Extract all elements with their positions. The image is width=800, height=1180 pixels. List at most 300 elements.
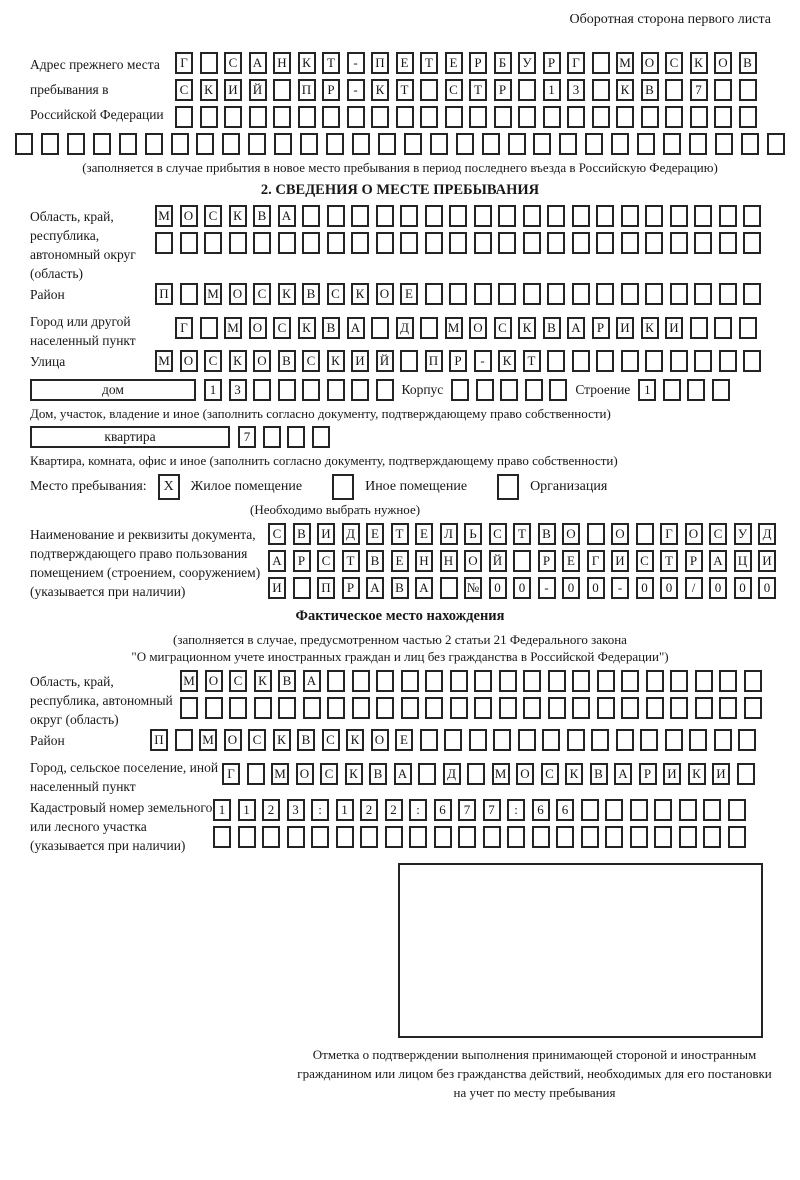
checkbox-zhiloe[interactable]: X [158,474,180,500]
char-cell[interactable] [523,697,541,719]
char-cell[interactable] [605,826,623,848]
char-cell[interactable] [690,106,708,128]
char-cell[interactable] [385,826,403,848]
char-cell[interactable]: О [180,350,198,372]
char-cell[interactable] [596,205,614,227]
char-cell[interactable] [572,670,590,692]
char-cell[interactable] [646,697,664,719]
char-cell[interactable] [744,697,762,719]
char-cell[interactable] [518,106,536,128]
char-cell[interactable] [425,205,443,227]
char-cell[interactable] [336,826,354,848]
char-cell[interactable] [694,283,712,305]
char-cell[interactable]: К [229,205,247,227]
char-cell[interactable] [665,106,683,128]
char-cell[interactable]: В [369,763,387,785]
char-cell[interactable]: И [611,550,629,572]
char-cell[interactable]: К [641,317,659,339]
char-cell[interactable]: П [425,350,443,372]
char-cell[interactable] [621,697,639,719]
char-cell[interactable] [597,670,615,692]
char-cell[interactable]: К [254,670,272,692]
char-cell[interactable]: О [249,317,267,339]
char-cell[interactable] [572,283,590,305]
char-cell[interactable]: Е [366,523,384,545]
char-cell[interactable] [404,133,422,155]
char-cell[interactable] [67,133,85,155]
char-cell[interactable] [694,205,712,227]
char-cell[interactable]: С [489,523,507,545]
char-cell[interactable]: Д [342,523,360,545]
char-cell[interactable]: Ь [464,523,482,545]
char-cell[interactable]: П [371,52,389,74]
char-cell[interactable]: Р [494,79,512,101]
char-cell[interactable]: Р [342,577,360,599]
char-cell[interactable]: В [253,205,271,227]
checkbox-inoe[interactable] [332,474,354,500]
char-cell[interactable]: 2 [360,799,378,821]
char-cell[interactable] [663,133,681,155]
char-cell[interactable] [224,106,242,128]
char-cell[interactable] [474,232,492,254]
char-cell[interactable] [409,826,427,848]
char-cell[interactable]: 7 [690,79,708,101]
char-cell[interactable] [449,232,467,254]
char-cell[interactable] [621,283,639,305]
char-cell[interactable] [171,133,189,155]
char-cell[interactable] [621,232,639,254]
char-cell[interactable] [712,379,730,401]
char-cell[interactable] [249,106,267,128]
char-cell[interactable] [714,79,732,101]
char-cell[interactable]: Р [538,550,556,572]
char-cell[interactable]: Р [469,52,487,74]
char-cell[interactable] [498,283,516,305]
char-cell[interactable] [474,697,492,719]
char-cell[interactable]: О [205,670,223,692]
char-cell[interactable]: М [271,763,289,785]
char-cell[interactable] [767,133,785,155]
char-cell[interactable]: К [229,350,247,372]
char-cell[interactable] [474,205,492,227]
char-cell[interactable]: Л [440,523,458,545]
char-cell[interactable] [278,697,296,719]
char-cell[interactable]: А [268,550,286,572]
char-cell[interactable]: Т [391,523,409,545]
char-cell[interactable]: Р [685,550,703,572]
char-cell[interactable] [180,283,198,305]
char-cell[interactable] [476,379,494,401]
char-cell[interactable] [351,379,369,401]
char-cell[interactable]: В [590,763,608,785]
char-cell[interactable] [585,133,603,155]
char-cell[interactable] [327,232,345,254]
char-cell[interactable] [679,799,697,821]
char-cell[interactable]: : [507,799,525,821]
char-cell[interactable] [547,205,565,227]
char-cell[interactable] [616,729,634,751]
char-cell[interactable] [352,670,370,692]
char-cell[interactable]: 0 [636,577,654,599]
char-cell[interactable]: П [150,729,168,751]
char-cell[interactable]: 7 [458,799,476,821]
char-cell[interactable] [739,317,757,339]
char-cell[interactable] [523,670,541,692]
char-cell[interactable] [507,826,525,848]
char-cell[interactable] [728,799,746,821]
char-cell[interactable] [15,133,33,155]
char-cell[interactable]: 1 [336,799,354,821]
char-cell[interactable] [200,317,218,339]
char-cell[interactable]: К [273,729,291,751]
char-cell[interactable]: № [464,577,482,599]
char-cell[interactable]: М [155,205,173,227]
char-cell[interactable]: К [565,763,583,785]
char-cell[interactable] [663,379,681,401]
char-cell[interactable]: А [567,317,585,339]
char-cell[interactable] [376,670,394,692]
char-cell[interactable]: В [641,79,659,101]
char-cell[interactable] [567,729,585,751]
char-cell[interactable] [253,379,271,401]
char-cell[interactable] [302,205,320,227]
char-cell[interactable] [93,133,111,155]
char-cell[interactable]: Т [469,79,487,101]
char-cell[interactable] [689,729,707,751]
char-cell[interactable] [572,350,590,372]
char-cell[interactable] [119,133,137,155]
char-cell[interactable]: О [611,523,629,545]
char-cell[interactable]: В [278,670,296,692]
char-cell[interactable]: С [224,52,242,74]
char-cell[interactable] [640,729,658,751]
char-cell[interactable]: Е [395,729,413,751]
char-cell[interactable] [719,232,737,254]
char-cell[interactable] [483,826,501,848]
char-cell[interactable] [400,350,418,372]
char-cell[interactable]: М [445,317,463,339]
char-cell[interactable]: С [302,350,320,372]
char-cell[interactable]: И [317,523,335,545]
char-cell[interactable] [518,79,536,101]
char-cell[interactable]: О [714,52,732,74]
char-cell[interactable]: Н [415,550,433,572]
char-cell[interactable]: Р [322,79,340,101]
char-cell[interactable]: А [614,763,632,785]
char-cell[interactable] [645,283,663,305]
char-cell[interactable] [347,106,365,128]
char-cell[interactable]: 0 [489,577,507,599]
char-cell[interactable] [444,729,462,751]
char-cell[interactable] [679,826,697,848]
char-cell[interactable] [263,426,281,448]
char-cell[interactable]: 2 [262,799,280,821]
char-cell[interactable]: О [229,283,247,305]
char-cell[interactable]: Т [523,350,541,372]
char-cell[interactable] [605,799,623,821]
char-cell[interactable]: К [498,350,516,372]
char-cell[interactable]: С [273,317,291,339]
char-cell[interactable] [665,79,683,101]
char-cell[interactable] [596,350,614,372]
char-cell[interactable] [155,232,173,254]
char-cell[interactable]: К [518,317,536,339]
char-cell[interactable] [542,729,560,751]
char-cell[interactable] [287,426,305,448]
char-cell[interactable]: К [688,763,706,785]
char-cell[interactable] [738,729,756,751]
char-cell[interactable] [302,379,320,401]
char-cell[interactable]: М [180,670,198,692]
char-cell[interactable] [204,232,222,254]
char-cell[interactable]: - [347,79,365,101]
char-cell[interactable] [665,729,683,751]
char-cell[interactable]: Р [639,763,657,785]
char-cell[interactable]: О [685,523,703,545]
char-cell[interactable]: У [734,523,752,545]
char-cell[interactable]: Г [587,550,605,572]
char-cell[interactable]: 1 [638,379,656,401]
char-cell[interactable]: К [298,317,316,339]
char-cell[interactable]: Е [445,52,463,74]
char-cell[interactable] [728,826,746,848]
char-cell[interactable] [293,577,311,599]
char-cell[interactable]: С [322,729,340,751]
char-cell[interactable] [556,826,574,848]
char-cell[interactable]: С [229,670,247,692]
char-cell[interactable] [196,133,214,155]
char-cell[interactable]: 1 [238,799,256,821]
char-cell[interactable] [425,283,443,305]
char-cell[interactable] [494,106,512,128]
char-cell[interactable] [327,205,345,227]
char-cell[interactable]: П [317,577,335,599]
char-cell[interactable]: И [224,79,242,101]
char-cell[interactable] [694,350,712,372]
char-cell[interactable] [719,205,737,227]
char-cell[interactable]: В [297,729,315,751]
char-cell[interactable]: Р [293,550,311,572]
char-cell[interactable] [302,232,320,254]
char-cell[interactable] [616,106,634,128]
char-cell[interactable] [253,232,271,254]
char-cell[interactable]: В [391,577,409,599]
char-cell[interactable] [312,426,330,448]
char-cell[interactable]: Й [249,79,267,101]
char-cell[interactable]: 3 [229,379,247,401]
char-cell[interactable] [418,763,436,785]
char-cell[interactable]: 0 [734,577,752,599]
char-cell[interactable] [567,106,585,128]
char-cell[interactable] [744,670,762,692]
char-cell[interactable] [532,826,550,848]
char-cell[interactable] [474,283,492,305]
char-cell[interactable] [352,697,370,719]
char-cell[interactable] [637,133,655,155]
char-cell[interactable]: Е [391,550,409,572]
char-cell[interactable]: П [155,283,173,305]
char-cell[interactable] [741,133,759,155]
char-cell[interactable]: Р [543,52,561,74]
char-cell[interactable] [298,106,316,128]
char-cell[interactable]: Г [567,52,585,74]
char-cell[interactable] [559,133,577,155]
char-cell[interactable]: Т [660,550,678,572]
char-cell[interactable]: 6 [434,799,452,821]
char-cell[interactable] [670,670,688,692]
char-cell[interactable] [719,350,737,372]
char-cell[interactable] [645,350,663,372]
char-cell[interactable] [533,133,551,155]
char-cell[interactable] [630,826,648,848]
char-cell[interactable]: К [690,52,708,74]
char-cell[interactable]: И [712,763,730,785]
char-cell[interactable]: О [224,729,242,751]
char-cell[interactable]: К [345,763,363,785]
char-cell[interactable]: С [268,523,286,545]
char-cell[interactable]: Т [420,52,438,74]
char-cell[interactable] [611,133,629,155]
char-cell[interactable] [401,697,419,719]
char-cell[interactable] [670,205,688,227]
char-cell[interactable] [274,133,292,155]
char-cell[interactable] [743,205,761,227]
char-cell[interactable] [469,729,487,751]
char-cell[interactable] [213,826,231,848]
char-cell[interactable] [222,133,240,155]
char-cell[interactable] [549,379,567,401]
char-cell[interactable] [719,697,737,719]
char-cell[interactable]: О [469,317,487,339]
char-cell[interactable]: О [296,763,314,785]
char-cell[interactable] [743,283,761,305]
char-cell[interactable]: С [248,729,266,751]
char-cell[interactable] [434,826,452,848]
char-cell[interactable] [743,232,761,254]
char-cell[interactable]: А [394,763,412,785]
char-cell[interactable] [248,133,266,155]
char-cell[interactable] [499,670,517,692]
char-cell[interactable]: О [516,763,534,785]
char-cell[interactable] [300,133,318,155]
char-cell[interactable] [451,379,469,401]
char-cell[interactable]: У [518,52,536,74]
char-cell[interactable] [440,577,458,599]
char-cell[interactable] [425,697,443,719]
char-cell[interactable] [695,697,713,719]
char-cell[interactable]: А [709,550,727,572]
char-cell[interactable] [714,729,732,751]
char-cell[interactable] [311,826,329,848]
char-cell[interactable]: В [278,350,296,372]
char-cell[interactable] [572,232,590,254]
char-cell[interactable]: К [351,283,369,305]
char-cell[interactable] [400,205,418,227]
char-cell[interactable]: С [253,283,271,305]
char-cell[interactable]: В [293,523,311,545]
char-cell[interactable] [525,379,543,401]
char-cell[interactable] [645,205,663,227]
char-cell[interactable]: С [317,550,335,572]
char-cell[interactable]: М [492,763,510,785]
char-cell[interactable]: 3 [567,79,585,101]
char-cell[interactable] [739,106,757,128]
char-cell[interactable]: Г [175,52,193,74]
char-cell[interactable] [420,79,438,101]
char-cell[interactable] [327,697,345,719]
char-cell[interactable]: П [298,79,316,101]
char-cell[interactable]: В [538,523,556,545]
char-cell[interactable] [714,317,732,339]
char-cell[interactable] [499,697,517,719]
char-cell[interactable]: С [204,205,222,227]
char-cell[interactable] [273,79,291,101]
char-cell[interactable] [547,283,565,305]
char-cell[interactable] [376,379,394,401]
char-cell[interactable]: Н [440,550,458,572]
char-cell[interactable] [695,670,713,692]
char-cell[interactable] [420,106,438,128]
char-cell[interactable]: В [302,283,320,305]
char-cell[interactable]: Е [400,283,418,305]
char-cell[interactable] [400,232,418,254]
char-cell[interactable] [687,379,705,401]
char-cell[interactable] [654,799,672,821]
char-cell[interactable] [572,697,590,719]
char-cell[interactable]: Д [443,763,461,785]
char-cell[interactable]: М [224,317,242,339]
char-cell[interactable] [200,106,218,128]
char-cell[interactable]: С [327,283,345,305]
char-cell[interactable] [621,350,639,372]
char-cell[interactable]: Е [396,52,414,74]
char-cell[interactable] [474,670,492,692]
char-cell[interactable] [523,283,541,305]
char-cell[interactable] [543,106,561,128]
char-cell[interactable]: О [376,283,394,305]
char-cell[interactable] [596,283,614,305]
char-cell[interactable] [719,283,737,305]
char-cell[interactable] [547,350,565,372]
char-cell[interactable] [498,205,516,227]
char-cell[interactable]: И [663,763,681,785]
char-cell[interactable]: К [616,79,634,101]
char-cell[interactable] [430,133,448,155]
char-cell[interactable] [450,670,468,692]
char-cell[interactable] [449,205,467,227]
char-cell[interactable] [714,106,732,128]
char-cell[interactable]: И [268,577,286,599]
char-cell[interactable] [703,826,721,848]
char-cell[interactable]: 1 [213,799,231,821]
char-cell[interactable] [371,317,389,339]
char-cell[interactable] [200,52,218,74]
char-cell[interactable]: К [371,79,389,101]
char-cell[interactable]: С [494,317,512,339]
char-cell[interactable]: Т [396,79,414,101]
char-cell[interactable] [500,379,518,401]
char-cell[interactable] [646,670,664,692]
char-cell[interactable]: 1 [543,79,561,101]
char-cell[interactable] [587,523,605,545]
char-cell[interactable]: 0 [587,577,605,599]
char-cell[interactable] [690,317,708,339]
char-cell[interactable]: А [347,317,365,339]
char-cell[interactable] [445,106,463,128]
char-cell[interactable] [548,697,566,719]
char-cell[interactable]: К [346,729,364,751]
char-cell[interactable] [518,729,536,751]
